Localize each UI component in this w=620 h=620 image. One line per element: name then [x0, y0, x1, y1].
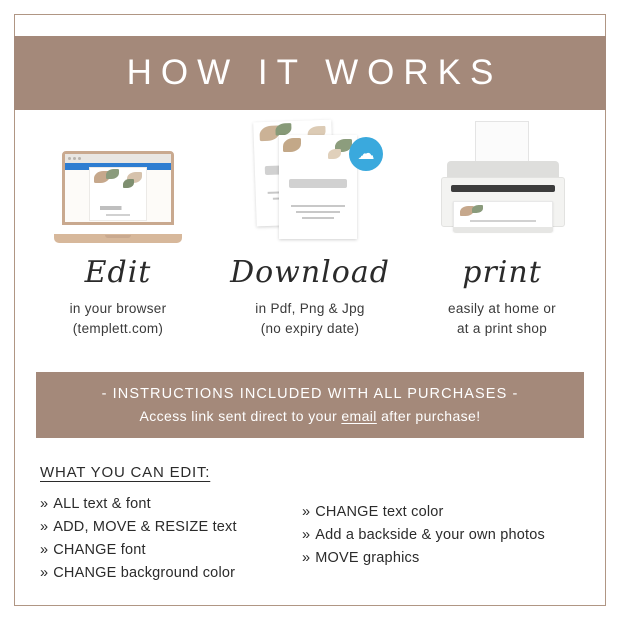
step-print-art: [406, 118, 598, 243]
step-edit-art: [22, 118, 214, 243]
step-download-desc-line1: in Pdf, Png & Jpg: [255, 301, 365, 316]
step-print-desc-line2: at a print shop: [456, 320, 548, 336]
bullet-marker: »: [40, 496, 49, 512]
list-item-label: MOVE graphics: [315, 550, 420, 566]
step-print-desc: [448, 299, 556, 338]
instructions-subline-before: Access link sent direct to your: [139, 408, 342, 424]
step-edit: [22, 118, 214, 348]
bullet-marker: »: [40, 542, 49, 558]
laptop-icon: [54, 151, 182, 243]
bullet-marker: »: [302, 527, 311, 543]
paper-tray-sheet: [475, 121, 529, 165]
instructions-subline: [139, 408, 480, 424]
step-edit-desc: [70, 299, 167, 338]
list-item-label: Add a backside & your own photos: [315, 527, 545, 543]
preview-script-text: [100, 206, 136, 210]
edit-section-columns: [40, 496, 580, 581]
step-download-desc-line2: (no expiry date): [260, 320, 360, 336]
bullet-marker: »: [40, 565, 49, 581]
preview-sub-text: [106, 214, 130, 216]
instructions-band: [36, 372, 584, 438]
laptop-screen-content: [65, 154, 171, 222]
laptop-screen: [62, 151, 174, 225]
list-item: [40, 519, 302, 535]
list-item: [302, 527, 580, 543]
leaf-icon: [283, 138, 301, 152]
edit-section-heading: WHAT YOU CAN EDIT:: [40, 464, 211, 481]
leaf-icon: [328, 149, 341, 159]
list-item-label: CHANGE background color: [53, 565, 236, 581]
step-download: [214, 118, 406, 348]
step-edit-word: Edit: [84, 254, 152, 290]
list-item-label: ADD, MOVE & RESIZE text: [53, 519, 237, 535]
bullet-marker: »: [302, 550, 311, 566]
invitation-stack: [235, 121, 385, 243]
laptop-notch: [105, 235, 131, 238]
list-item-label: CHANGE font: [53, 542, 146, 558]
bullet-marker: »: [302, 504, 311, 520]
title-banner: [14, 36, 606, 110]
browser-bar: [65, 154, 171, 163]
bullet-marker: »: [40, 519, 49, 535]
printer-output-slot: [451, 185, 555, 192]
step-print-word: print: [462, 254, 542, 290]
invitation-script-line: [289, 179, 347, 188]
download-cloud-icon: ☁: [349, 137, 383, 171]
step-download-word: Download: [230, 254, 390, 290]
page-title: HOW IT WORKS: [126, 53, 503, 92]
list-item: [302, 550, 580, 566]
step-edit-desc-line2: (templett.com): [72, 320, 164, 336]
invitation-card-front: [279, 135, 357, 239]
edit-list-right: [302, 496, 580, 581]
invitation-text-lines: [291, 205, 345, 223]
step-download-desc: [255, 299, 364, 338]
leaf-icon: [275, 123, 291, 136]
list-item: [40, 496, 302, 512]
step-edit-desc-line1: in your browser: [69, 301, 167, 316]
instructions-headline: - INSTRUCTIONS INCLUDED WITH ALL PURCHASES -: [101, 386, 519, 402]
leaf-icon: [123, 179, 134, 188]
leaf-icon: [472, 205, 483, 213]
printer-foot: [453, 227, 553, 233]
list-item: [302, 504, 580, 520]
invitation-preview: [90, 168, 146, 220]
edit-list-left: [40, 496, 302, 581]
printed-sheet-text: [470, 220, 536, 222]
list-item: [40, 542, 302, 558]
step-download-art: [214, 118, 406, 243]
step-print-desc-line1: easily at home or: [448, 301, 556, 316]
steps-row: [22, 118, 598, 348]
printer-icon: [427, 121, 577, 243]
step-print: [406, 118, 598, 348]
list-item: [40, 565, 302, 581]
list-item-label: CHANGE text color: [315, 504, 444, 520]
instructions-subline-after: after purchase!: [376, 408, 481, 424]
instructions-email-word: email: [341, 408, 377, 424]
list-item-label: ALL text & font: [53, 496, 151, 512]
leaf-icon: [106, 169, 119, 179]
